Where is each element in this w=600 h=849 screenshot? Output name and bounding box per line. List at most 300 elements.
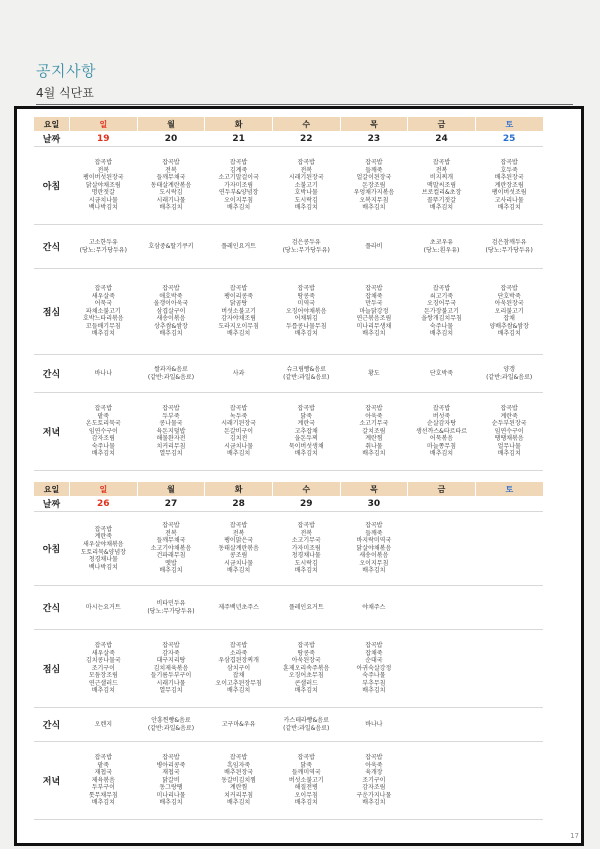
date-cell: 20 <box>137 131 205 147</box>
menu-item: 들기름두부구이 <box>150 672 192 680</box>
menu-cell <box>137 355 205 393</box>
menu-item: 시래기나물 <box>156 679 186 687</box>
menu-item: 잡채죽 <box>365 649 383 657</box>
day-name: 일 <box>70 482 138 496</box>
menu-cell <box>70 708 138 742</box>
menu-item: 열무김치 <box>159 450 183 458</box>
weekly-menu-table <box>33 117 543 471</box>
menu-cell <box>70 355 138 393</box>
menu-item: 오징어초무침 <box>288 672 324 680</box>
menu-item: 우엉채가지볶음 <box>353 189 395 197</box>
menu-item: 배추김치 <box>429 330 454 338</box>
meal-label: 간식 <box>34 355 70 393</box>
date-cell: 25 <box>475 131 543 147</box>
menu-item: 고사리나물 <box>494 196 524 204</box>
menu-item: 소고기야채볶음 <box>150 544 192 552</box>
menu-item: 임연수구이 <box>494 427 524 435</box>
date-cell: 24 <box>408 131 476 147</box>
date-cell <box>408 496 476 512</box>
meal-row-lunch <box>34 269 544 355</box>
menu-item: 잡곡밥 <box>229 158 248 166</box>
menu-cell <box>137 225 205 269</box>
meal-label: 저녁 <box>34 742 70 820</box>
menu-cell <box>340 393 408 471</box>
menu-item: 배추김치 <box>497 450 521 458</box>
menu-cell <box>205 225 273 269</box>
menu-item: 배추김치 <box>227 687 251 695</box>
menu-item: 사과 <box>232 369 245 377</box>
menu-item: 소불고기 <box>294 181 318 189</box>
menu-cell <box>475 742 543 820</box>
menu-item: 잡곡밥 <box>365 158 383 166</box>
menu-item: 연근샐러드 <box>88 679 118 687</box>
menu-item: (같반:과일&음료) <box>147 724 195 732</box>
date-cell: 28 <box>205 496 273 512</box>
menu-item: 온도토리묵국 <box>85 420 121 428</box>
menu-item: 배추김치 <box>294 799 318 807</box>
menu-item: 잡곡밥 <box>297 404 315 412</box>
menu-item: 계란찜 <box>229 784 248 792</box>
menu-cell <box>340 355 408 393</box>
menu-cell <box>272 742 340 820</box>
day-name: 금 <box>408 117 476 131</box>
menu-item: 모듬장조림 <box>88 672 118 680</box>
page-title: 공지사항 <box>36 62 96 80</box>
menu-item: 동그랑땡 <box>159 784 183 792</box>
meal-row-breakfast <box>34 512 544 586</box>
menu-item: 계란찜 <box>365 435 383 443</box>
menu-item: 배추김치 <box>227 450 251 458</box>
menu-cell <box>408 147 476 225</box>
menu-item: 맥말씨조림 <box>427 181 457 189</box>
menu-item: 새송이볶음 <box>156 315 186 323</box>
menu-cell <box>475 393 543 471</box>
menu-item: 닭죽 <box>300 761 313 769</box>
menu-item: 배추김치 <box>159 204 183 212</box>
menu-cell <box>408 630 476 708</box>
menu-item: 배추김치 <box>362 204 386 212</box>
menu-item: 땅콩죽 <box>297 292 315 300</box>
menu-item: 부추무침 <box>362 679 386 687</box>
menu-item: 배추김치 <box>91 799 115 807</box>
menu-item: 잡곡밥 <box>229 404 248 412</box>
day-name: 수 <box>272 482 340 496</box>
menu-item: 전복 <box>165 529 177 537</box>
menu-cell <box>70 630 138 708</box>
menu-item: 콩조림 <box>229 552 248 560</box>
menu-item: 잡채 <box>503 315 515 323</box>
menu-cell <box>340 630 408 708</box>
menu-item: 전복 <box>97 166 110 174</box>
menu-item: 청경채나물 <box>88 556 118 564</box>
menu-item: 검은참깨두유 <box>491 238 527 246</box>
menu-item: 애호박죽 <box>159 292 183 300</box>
date-cell: 29 <box>272 496 340 512</box>
menu-item: 플레인요거트 <box>288 603 324 611</box>
day-row-label: 요일 <box>34 117 70 131</box>
menu-item: 배추김치 <box>362 567 386 575</box>
menu-item: 백나박김치 <box>88 204 118 212</box>
menu-item: 얼갈이된장국 <box>356 174 392 182</box>
menu-item: 소고기말걸이국 <box>218 174 259 182</box>
menu-item: 콘샐러드 <box>294 679 318 687</box>
menu-item: 잡곡밥 <box>500 158 518 166</box>
menu-item: 해질전병 <box>294 784 318 792</box>
menu-cell <box>137 512 205 586</box>
menu-item: 팥죽 <box>97 412 110 420</box>
menu-item: 슈크림빵&음료 <box>286 365 326 373</box>
menu-item: 잡곡밥 <box>365 753 383 761</box>
menu-item: (같반:과일&음료) <box>147 373 195 381</box>
menu-item: 잡곡밥 <box>432 404 451 412</box>
menu-item: 닭죽 <box>300 412 313 420</box>
menu-item: 플레인요거트 <box>221 242 256 250</box>
menu-item: 오이고추된장무침 <box>215 679 262 687</box>
menu-item: 소라죽 <box>229 649 248 657</box>
page-number: 17 <box>570 832 579 840</box>
menu-item: 훈제오리속주볶음 <box>283 664 330 672</box>
menu-item: 멧밥 <box>165 559 177 567</box>
menu-item: 배추김치 <box>227 799 251 807</box>
day-header-row <box>34 117 544 131</box>
meal-row-snack-pm <box>34 355 544 393</box>
menu-item: 명란젓갈 <box>91 189 115 197</box>
meal-label: 간식 <box>34 586 70 630</box>
menu-item: 팽이버섯된장국 <box>83 174 124 182</box>
date-cell: 30 <box>340 496 408 512</box>
day-name: 수 <box>272 117 340 131</box>
menu-item: 닭갈비 <box>162 776 180 784</box>
menu-item: 잡곡밥 <box>162 284 180 292</box>
menu-item: 얼무나물 <box>497 442 521 450</box>
menu-item: 조기구이 <box>91 664 115 672</box>
menu-cell <box>205 586 273 630</box>
menu-item: 재첩국 <box>94 769 113 777</box>
menu-item: 배추김치 <box>159 799 183 807</box>
menu-item: 마시는요거트 <box>85 603 121 611</box>
menu-item: 흑임자죽 <box>227 761 251 769</box>
menu-item: 잡곡밥 <box>229 284 248 292</box>
menu-item: 갈치조림 <box>362 427 386 435</box>
menu-cell <box>137 147 205 225</box>
menu-item: 잡곡밥 <box>94 641 113 649</box>
menu-item: 재첩국 <box>162 769 180 777</box>
menu-cell <box>272 147 340 225</box>
menu-item: 아욱죽 <box>365 412 383 420</box>
menu-item: 어묵국 <box>94 300 113 308</box>
menu-item: 버섯소불고기 <box>221 307 256 315</box>
menu-item: 잡곡밥 <box>94 753 113 761</box>
menu-item: 브로컬리&초장 <box>421 189 462 197</box>
menu-item: 백나박김치 <box>88 563 118 571</box>
menu-item: 연근볶음조림 <box>356 315 392 323</box>
meal-row-snack-am <box>34 586 544 630</box>
menu-item: 대구지리탕 <box>156 657 186 665</box>
menu-item: 소고기무국 <box>359 420 389 428</box>
menu-item: (같반:과일&음료) <box>283 724 330 732</box>
menu-item: 오렌지 <box>94 720 113 728</box>
menu-item: 도시락김 <box>159 189 183 197</box>
menu-item: 고구마&우유 <box>221 720 256 728</box>
menu-item: 고추잡채 <box>294 427 318 435</box>
menu-item: 들깨무채국 <box>156 174 186 182</box>
menu-cell <box>475 225 543 269</box>
menu-item: 꼬들배기무침 <box>85 322 121 330</box>
menu-item: 미역국 <box>297 300 315 308</box>
menu-item: 해물완자전 <box>156 435 186 443</box>
menu-item: 콩나물국 <box>159 420 183 428</box>
menu-item: 가자미조림 <box>291 544 321 552</box>
menu-item: (같반:과일&음료) <box>486 373 533 381</box>
meal-label: 점심 <box>34 630 70 708</box>
title-divider <box>36 104 573 105</box>
menu-item: 잡곡밥 <box>297 521 315 529</box>
menu-item: 시금치나물 <box>224 442 254 450</box>
menu-item: 시래기된장국 <box>221 420 256 428</box>
menu-item: 제육볶음 <box>91 776 115 784</box>
menu-item: 생선까스&타르타르 <box>415 427 468 435</box>
menu-item: 계란장조림 <box>494 181 524 189</box>
menu-item: 감자조림 <box>362 784 386 792</box>
menu-item: 잡곡밥 <box>365 641 383 649</box>
menu-item: 도토리묵&양념장 <box>80 548 126 556</box>
menu-item: 잡곡밥 <box>162 753 180 761</box>
menu-cell <box>408 225 476 269</box>
menu-item: 잡곡밥 <box>500 404 518 412</box>
day-name: 토 <box>475 117 543 131</box>
menu-item: 도시락김 <box>294 559 318 567</box>
menu-item: 닭살야채조림 <box>85 181 121 189</box>
menu-item: (당노:무가당두유) <box>485 246 533 254</box>
menu-cell <box>340 225 408 269</box>
menu-cell <box>408 269 476 355</box>
menu-item: 새우살죽 <box>91 649 115 657</box>
menu-item: 배추김치 <box>91 450 115 458</box>
menu-item: 전복 <box>300 166 313 174</box>
menu-item: 오징어무국 <box>427 300 457 308</box>
menu-item: 배추김치 <box>227 567 251 575</box>
menu-item: 꼴뚜기젓갈 <box>427 196 457 204</box>
menu-item: 배추김치 <box>429 450 454 458</box>
menu-item: 돈장조림 <box>362 181 386 189</box>
menu-cell <box>205 269 273 355</box>
menu-item: 아욱된장국 <box>291 657 321 665</box>
menu-item: 아욱죽 <box>365 761 383 769</box>
menu-item: 호박느타리볶음 <box>83 315 124 323</box>
menu-item: 톳무채무침 <box>88 791 118 799</box>
date-cell: 22 <box>272 131 340 147</box>
menu-item: 잡곡밥 <box>297 753 315 761</box>
meal-row-lunch <box>34 630 544 708</box>
menu-item: 안흥찐빵&음료 <box>151 716 191 724</box>
menu-item: 양갱 <box>503 365 515 373</box>
menu-item: 잡곡밥 <box>500 284 518 292</box>
menu-item: 배추김치 <box>497 204 521 212</box>
menu-item: 시금치나물 <box>88 196 118 204</box>
menu-cell <box>272 512 340 586</box>
menu-cell <box>137 630 205 708</box>
menu-item: 팥죽 <box>97 761 110 769</box>
menu-cell <box>475 630 543 708</box>
menu-item: 배추김치 <box>227 330 251 338</box>
menu-cell <box>272 269 340 355</box>
meal-label: 간식 <box>34 225 70 269</box>
menu-item: 오징어야채볶음 <box>285 307 327 315</box>
menu-cell <box>70 742 138 820</box>
menu-item: 초코우유 <box>429 238 454 246</box>
menu-item: 임연수구이 <box>88 427 118 435</box>
menu-cell <box>70 147 138 225</box>
menu-cell <box>272 630 340 708</box>
menu-item: 들깨무채국 <box>156 537 186 545</box>
menu-item: 배추김치 <box>362 330 386 338</box>
menu-cell <box>205 708 273 742</box>
menu-item: 버섯소불고기 <box>288 776 324 784</box>
menu-item: 두부죽 <box>162 412 180 420</box>
menu-item: 잡곡밥 <box>229 753 248 761</box>
menu-cell <box>340 586 408 630</box>
menu-item: 조기구이 <box>362 776 386 784</box>
menu-cell <box>340 742 408 820</box>
menu-item: 배추된장국 <box>494 174 524 182</box>
menu-item: 계란죽 <box>94 533 113 541</box>
menu-item: 육개장 <box>365 769 383 777</box>
menu-cell <box>408 512 476 586</box>
menu-cell <box>408 708 476 742</box>
menu-cell <box>70 512 138 586</box>
menu-item: 묵이버섯생채 <box>288 442 324 450</box>
meal-row-dinner <box>34 742 544 820</box>
menu-item: 닭살야채볶음 <box>356 544 392 552</box>
menu-cell <box>205 147 273 225</box>
menu-item: 동갈비김치찜 <box>221 776 256 784</box>
menu-cell <box>475 586 543 630</box>
menu-item: 새송이볶음 <box>359 552 389 560</box>
menu-cell <box>137 708 205 742</box>
menu-item: 바나나 <box>365 720 383 728</box>
menu-item: 잡채 <box>232 672 245 680</box>
menu-item: 육돈지덮밥 <box>156 427 186 435</box>
menu-item: 어채튀김 <box>294 315 318 323</box>
menu-item: 오복지무침 <box>359 196 389 204</box>
date-cell <box>475 496 543 512</box>
weekly-menu-table <box>33 482 543 820</box>
date-cell: 27 <box>137 496 205 512</box>
menu-item: 팽이버섯조림 <box>491 189 527 197</box>
menu-item: 감자죽 <box>162 649 180 657</box>
menu-item: 전복 <box>300 529 313 537</box>
menu-item: 배추김치 <box>294 687 318 695</box>
menu-item: 새우살야채볶음 <box>83 540 124 548</box>
meal-label: 간식 <box>34 708 70 742</box>
menu-cell <box>70 586 138 630</box>
menu-cell <box>475 355 543 393</box>
menu-cell <box>70 269 138 355</box>
menu-cell <box>272 355 340 393</box>
menu-item: 닭곰탕 <box>229 300 248 308</box>
menu-item: 잡곡밥 <box>162 641 180 649</box>
day-name: 월 <box>137 117 205 131</box>
menu-item: 잡곡밥 <box>94 404 113 412</box>
menu-item: 팽이맑은국 <box>224 537 254 545</box>
menu-item: 시래기나물 <box>156 196 186 204</box>
menu-item: 비타민두유 <box>156 599 186 607</box>
menu-item: 배추김치 <box>91 687 115 695</box>
menu-item: 건파래무침 <box>156 552 186 560</box>
menu-cell <box>70 225 138 269</box>
day-header-row <box>34 482 544 496</box>
menu-item: 감자야채조림 <box>221 315 256 323</box>
menu-item: 팽이리콩죽 <box>224 292 254 300</box>
menu-cell <box>137 269 205 355</box>
menu-cell <box>340 708 408 742</box>
menu-item: 잡곡밥 <box>365 521 383 529</box>
menu-item: 동태살계란볶음 <box>150 181 192 189</box>
menu-item: 배추된장국 <box>224 769 254 777</box>
menu-item: 배추김치 <box>294 204 318 212</box>
menu-cell <box>137 393 205 471</box>
menu-item: 마늘쫑무침 <box>427 442 457 450</box>
menu-item: (당노:흰우유) <box>423 246 460 254</box>
menu-item: 마늘닭강정 <box>359 307 389 315</box>
menu-item: 잡곡밥 <box>162 404 180 412</box>
menu-item: 도시락김 <box>294 196 318 204</box>
menu-item: (같반:과일&음료) <box>283 373 330 381</box>
menu-cell <box>475 512 543 586</box>
menu-item: 돈갈비구이 <box>224 427 254 435</box>
day-name: 목 <box>340 117 408 131</box>
menu-item: 숙주나물 <box>91 442 115 450</box>
menu-item: 아귀숙살강정 <box>356 664 392 672</box>
menu-item: 두부구이 <box>91 784 115 792</box>
menu-item: 검은콩두유 <box>291 238 321 246</box>
meal-row-snack-pm <box>34 708 544 742</box>
menu-item: 땅콩죽 <box>297 649 315 657</box>
menu-item: 비지찌개 <box>429 174 454 182</box>
menu-item: 취나물 <box>365 442 383 450</box>
menu-cell <box>70 393 138 471</box>
menu-cell <box>137 742 205 820</box>
menu-cell <box>205 512 273 586</box>
menu-item: 순두부된장국 <box>491 420 527 428</box>
menu-item: 배추김치 <box>362 450 386 458</box>
menu-item: 땡땡채볶음 <box>494 435 524 443</box>
menu-item: 오이지무침 <box>224 196 254 204</box>
menu-item: 단호박죽 <box>497 292 521 300</box>
menu-cell <box>408 586 476 630</box>
day-name: 일 <box>70 117 138 131</box>
menu-item: 두릅콩나물무침 <box>285 322 327 330</box>
menu-item: 오이무침 <box>294 791 318 799</box>
menu-item: 양배추쌈&쌈장 <box>489 322 529 330</box>
menu-cell <box>475 708 543 742</box>
menu-item: 잡곡밥 <box>297 284 315 292</box>
menu-item: 전복 <box>165 166 177 174</box>
menu-item: 잡곡밥 <box>162 158 180 166</box>
meal-label: 아침 <box>34 512 70 586</box>
menu-item: (당노:무가당두유) <box>79 246 127 254</box>
day-name: 토 <box>475 482 543 496</box>
menu-cell <box>272 225 340 269</box>
menu-cell <box>272 586 340 630</box>
menu-item: 배추김치 <box>91 330 115 338</box>
date-cell: 19 <box>70 131 138 147</box>
meal-label: 점심 <box>34 269 70 355</box>
menu-item: 미나리나물 <box>156 791 186 799</box>
menu-item: 잡곡밥 <box>432 284 451 292</box>
menu-item: 연두부&양념장 <box>218 189 259 197</box>
menu-item: 파채소불고기 <box>85 307 121 315</box>
